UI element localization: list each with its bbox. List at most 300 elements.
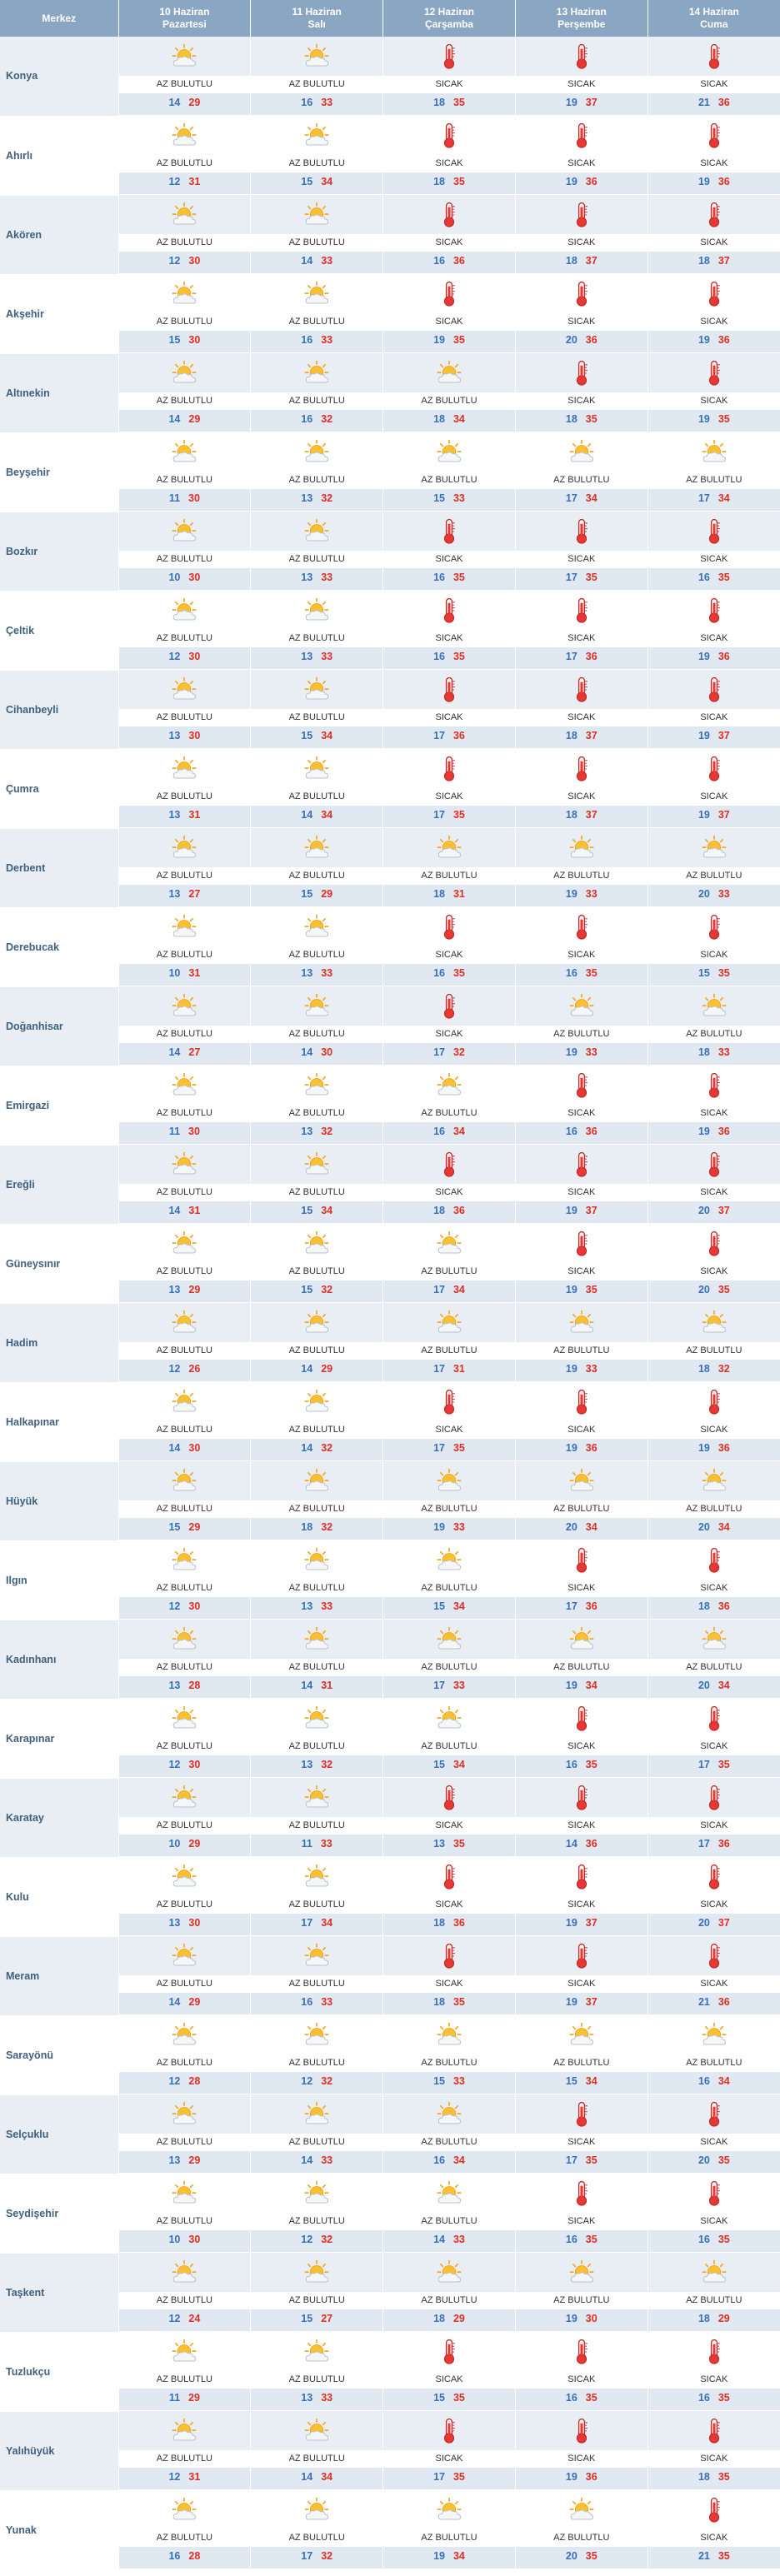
max-temperature: 37 (718, 809, 730, 821)
partly-cloudy-icon (119, 1699, 251, 1738)
max-temperature: 29 (188, 2154, 201, 2166)
weather-description: AZ BULUTLU (383, 1500, 515, 1518)
max-temperature: 35 (718, 2234, 730, 2245)
header-date: 11 Haziran (292, 6, 342, 17)
table-row (0, 2490, 780, 2569)
max-temperature: 35 (718, 967, 730, 979)
weather-description: AZ BULUTLU (251, 313, 382, 331)
thermometer-hot-icon (648, 512, 780, 551)
max-temperature: 36 (585, 1442, 598, 1454)
thermometer-hot-icon (383, 1857, 515, 1896)
thermometer-hot-icon (516, 749, 648, 788)
forecast-cell (251, 986, 383, 1066)
temperature-range (251, 2072, 382, 2094)
temperature-range (383, 1755, 515, 1778)
forecast-cell (515, 1540, 648, 1620)
forecast-cell (383, 2094, 516, 2174)
weather-description: AZ BULUTLU (648, 1500, 780, 1518)
thermometer-hot-icon (648, 353, 780, 392)
temperature-range (383, 1518, 515, 1540)
weather-description: AZ BULUTLU (383, 1263, 515, 1281)
partly-cloudy-icon (516, 1461, 648, 1500)
forecast-cell (515, 1857, 648, 1936)
forecast-cell (383, 1936, 516, 2015)
min-temperature: 16 (433, 967, 445, 979)
min-temperature: 14 (301, 809, 313, 821)
partly-cloudy-icon (383, 2094, 515, 2134)
forecast-cell (515, 1936, 648, 2015)
min-temperature: 19 (433, 2550, 445, 2562)
weather-description: AZ BULUTLU (119, 1421, 251, 1439)
min-temperature: 14 (301, 1680, 313, 1691)
min-temperature: 14 (168, 1205, 181, 1216)
weather-description: AZ BULUTLU (251, 155, 382, 172)
temperature-range (648, 885, 780, 907)
forecast-cell (648, 1066, 780, 1145)
temperature-range (119, 1518, 251, 1540)
max-temperature: 31 (321, 1680, 333, 1691)
thermometer-hot-icon (648, 274, 780, 313)
weather-description: AZ BULUTLU (251, 234, 382, 252)
weather-description: AZ BULUTLU (251, 2371, 382, 2389)
forecast-cell (648, 353, 780, 432)
weather-description: SICAK (516, 1580, 648, 1597)
max-temperature: 33 (321, 255, 333, 267)
temperature-range (251, 2230, 382, 2253)
city-name: Emirgazi (0, 1066, 118, 1145)
partly-cloudy-icon (251, 1936, 382, 1975)
forecast-cell (383, 1145, 516, 1224)
weather-description: SICAK (516, 234, 648, 252)
temperature-range (251, 1043, 382, 1066)
min-temperature: 15 (301, 1284, 313, 1295)
min-temperature: 12 (168, 1363, 181, 1375)
weather-description: AZ BULUTLU (251, 788, 382, 806)
temperature-range (648, 1914, 780, 1936)
temperature-range (516, 93, 648, 116)
temperature-range (251, 1835, 382, 1857)
forecast-cell (118, 1857, 251, 1936)
min-temperature: 12 (301, 2075, 313, 2087)
city-name: Meram (0, 1936, 118, 2015)
max-temperature: 35 (452, 572, 465, 583)
thermometer-hot-icon (516, 2332, 648, 2371)
weather-description: SICAK (516, 2450, 648, 2468)
temperature-range (383, 2309, 515, 2332)
forecast-cell (515, 2094, 648, 2174)
thermometer-hot-icon (383, 1382, 515, 1421)
table-row (0, 274, 780, 353)
temperature-range (648, 172, 780, 195)
city-name: Bozkır (0, 512, 118, 591)
forecast-cell (251, 512, 383, 591)
partly-cloudy-icon (251, 2253, 382, 2292)
min-temperature: 15 (301, 730, 313, 741)
partly-cloudy-icon (251, 1224, 382, 1263)
max-temperature: 35 (585, 2550, 598, 2562)
weather-description: SICAK (383, 1026, 515, 1043)
max-temperature: 33 (452, 1521, 465, 1533)
temperature-range (119, 1914, 251, 1936)
max-temperature: 33 (718, 888, 730, 900)
weather-description: AZ BULUTLU (251, 709, 382, 726)
forecast-cell (515, 512, 648, 591)
min-temperature: 12 (168, 1759, 181, 1770)
city-name: Kulu (0, 1857, 118, 1936)
forecast-cell (118, 1620, 251, 1699)
partly-cloudy-icon (648, 986, 780, 1026)
partly-cloudy-icon (119, 1145, 251, 1184)
table-row (0, 2015, 780, 2094)
weather-description: AZ BULUTLU (119, 1105, 251, 1122)
min-temperature: 16 (433, 1126, 445, 1137)
weather-description: AZ BULUTLU (251, 1500, 382, 1518)
partly-cloudy-icon (383, 1066, 515, 1105)
partly-cloudy-icon (383, 1620, 515, 1659)
temperature-range (648, 1439, 780, 1461)
header-row (0, 0, 780, 37)
weather-description: AZ BULUTLU (119, 1738, 251, 1755)
forecast-cell (251, 749, 383, 828)
thermometer-hot-icon (383, 907, 515, 946)
forecast-cell (118, 1461, 251, 1540)
weather-description: AZ BULUTLU (516, 2292, 648, 2309)
weather-description: SICAK (516, 630, 648, 647)
temperature-range (251, 331, 382, 353)
city-name: Ereğli (0, 1145, 118, 1224)
forecast-cell (383, 1461, 516, 1540)
temperature-range (516, 1122, 648, 1145)
partly-cloudy-icon (119, 1382, 251, 1421)
forecast-cell (383, 195, 516, 274)
temperature-range (648, 1676, 780, 1699)
temperature-range (383, 2389, 515, 2411)
thermometer-hot-icon (648, 907, 780, 946)
min-temperature: 14 (168, 1442, 181, 1454)
max-temperature: 35 (452, 176, 465, 187)
min-temperature: 21 (698, 2550, 710, 2562)
forecast-cell (251, 2332, 383, 2411)
min-temperature: 13 (433, 1838, 445, 1850)
temperature-range (516, 1835, 648, 1857)
weather-description: SICAK (516, 1738, 648, 1755)
weather-description: AZ BULUTLU (516, 1026, 648, 1043)
thermometer-hot-icon (648, 670, 780, 709)
forecast-cell (251, 1620, 383, 1699)
city-name: Kadınhanı (0, 1620, 118, 1699)
temperature-range (648, 726, 780, 749)
temperature-range (119, 647, 251, 670)
min-temperature: 14 (565, 1838, 578, 1850)
city-name: Halkapınar (0, 1382, 118, 1461)
temperature-range (383, 726, 515, 749)
min-temperature: 19 (565, 1284, 578, 1295)
thermometer-hot-icon (516, 1382, 648, 1421)
min-temperature: 18 (433, 888, 445, 900)
city-name: Ahırlı (0, 116, 118, 195)
forecast-cell (515, 2411, 648, 2490)
forecast-cell (648, 591, 780, 670)
max-temperature: 35 (718, 1759, 730, 1770)
partly-cloudy-icon (119, 1066, 251, 1105)
temperature-range (119, 1755, 251, 1778)
temperature-range (119, 410, 251, 432)
max-temperature: 27 (188, 1046, 201, 1058)
max-temperature: 35 (452, 97, 465, 108)
min-temperature: 18 (698, 1363, 710, 1375)
max-temperature: 35 (718, 1284, 730, 1295)
forecast-cell (251, 591, 383, 670)
temperature-range (251, 2389, 382, 2411)
max-temperature: 31 (188, 1205, 201, 1216)
thermometer-hot-icon (516, 274, 648, 313)
partly-cloudy-icon (119, 2253, 251, 2292)
temperature-range (251, 726, 382, 749)
max-temperature: 35 (452, 1996, 465, 2008)
max-temperature: 36 (452, 1917, 465, 1929)
forecast-cell (515, 1461, 648, 1540)
max-temperature: 35 (585, 2234, 598, 2245)
max-temperature: 32 (321, 1442, 333, 1454)
forecast-cell (648, 1857, 780, 1936)
partly-cloudy-icon (119, 1540, 251, 1580)
thermometer-hot-icon (516, 1936, 648, 1975)
weather-description: SICAK (516, 788, 648, 806)
forecast-cell (383, 37, 516, 116)
min-temperature: 19 (433, 334, 445, 346)
weather-description: SICAK (648, 313, 780, 331)
max-temperature: 32 (321, 2234, 333, 2245)
weather-description: SICAK (516, 946, 648, 964)
min-temperature: 19 (698, 1442, 710, 1454)
partly-cloudy-icon (251, 2015, 382, 2054)
max-temperature: 30 (188, 1600, 201, 1612)
temperature-range (516, 726, 648, 749)
max-temperature: 37 (585, 730, 598, 741)
thermometer-hot-icon (648, 37, 780, 76)
max-temperature: 31 (188, 809, 201, 821)
max-temperature: 35 (718, 2154, 730, 2166)
max-temperature: 34 (452, 2154, 465, 2166)
weather-description: AZ BULUTLU (119, 1896, 251, 1914)
thermometer-hot-icon (516, 1699, 648, 1738)
temperature-range (251, 1281, 382, 1303)
temperature-range (516, 885, 648, 907)
weather-description: AZ BULUTLU (119, 313, 251, 331)
min-temperature: 16 (301, 334, 313, 346)
partly-cloudy-icon (648, 1461, 780, 1500)
temperature-range (516, 1439, 648, 1461)
min-temperature: 15 (433, 2075, 445, 2087)
city-name: Derebucak (0, 907, 118, 986)
forecast-cell (251, 1857, 383, 1936)
max-temperature: 34 (321, 809, 333, 821)
weather-description: AZ BULUTLU (383, 2529, 515, 2547)
temperature-range (648, 1755, 780, 1778)
min-temperature: 13 (301, 651, 313, 662)
weather-description: AZ BULUTLU (119, 1975, 251, 1993)
temperature-range (119, 2547, 251, 2569)
thermometer-hot-icon (516, 116, 648, 155)
forecast-cell (383, 353, 516, 432)
city-name: Cihanbeyli (0, 670, 118, 749)
forecast-cell (383, 2015, 516, 2094)
min-temperature: 19 (565, 1442, 578, 1454)
forecast-cell (251, 1778, 383, 1857)
min-temperature: 16 (565, 2234, 578, 2245)
table-row (0, 37, 780, 116)
forecast-cell (251, 2174, 383, 2253)
max-temperature: 35 (585, 1759, 598, 1770)
partly-cloudy-icon (119, 512, 251, 551)
partly-cloudy-icon (119, 2332, 251, 2371)
partly-cloudy-icon (251, 2332, 382, 2371)
min-temperature: 17 (698, 492, 710, 504)
min-temperature: 17 (433, 730, 445, 741)
min-temperature: 19 (698, 809, 710, 821)
forecast-cell (383, 828, 516, 907)
max-temperature: 35 (452, 334, 465, 346)
forecast-cell (383, 670, 516, 749)
header-day-3 (383, 0, 516, 37)
forecast-cell (648, 2490, 780, 2569)
temperature-range (648, 1122, 780, 1145)
thermometer-hot-icon (516, 907, 648, 946)
min-temperature: 18 (433, 413, 445, 425)
table-row (0, 986, 780, 1066)
weather-description: SICAK (383, 234, 515, 252)
forecast-cell (383, 2490, 516, 2569)
min-temperature: 20 (565, 334, 578, 346)
max-temperature: 35 (452, 1442, 465, 1454)
min-temperature: 15 (168, 1521, 181, 1533)
max-temperature: 34 (452, 413, 465, 425)
min-temperature: 19 (565, 1680, 578, 1691)
thermometer-hot-icon (383, 591, 515, 630)
table-row (0, 512, 780, 591)
thermometer-hot-icon (516, 2411, 648, 2450)
min-temperature: 13 (301, 2392, 313, 2404)
weather-description: AZ BULUTLU (251, 2213, 382, 2230)
temperature-range (119, 2468, 251, 2490)
max-temperature: 29 (188, 1996, 201, 2008)
thermometer-hot-icon (383, 1936, 515, 1975)
max-temperature: 36 (585, 1838, 598, 1850)
max-temperature: 33 (321, 334, 333, 346)
partly-cloudy-icon (119, 195, 251, 234)
partly-cloudy-icon (383, 353, 515, 392)
max-temperature: 35 (585, 1284, 598, 1295)
forecast-cell (383, 986, 516, 1066)
thermometer-hot-icon (516, 1540, 648, 1580)
weather-description: SICAK (648, 155, 780, 172)
min-temperature: 15 (168, 334, 181, 346)
temperature-range (648, 964, 780, 986)
forecast-cell (383, 749, 516, 828)
forecast-cell (515, 1303, 648, 1382)
forecast-cell (118, 1066, 251, 1145)
temperature-range (119, 1360, 251, 1382)
forecast-cell (383, 1857, 516, 1936)
partly-cloudy-icon (516, 1620, 648, 1659)
weather-description: SICAK (516, 76, 648, 93)
temperature-range (383, 410, 515, 432)
thermometer-hot-icon (648, 1066, 780, 1105)
partly-cloudy-icon (516, 986, 648, 1026)
partly-cloudy-icon (119, 2174, 251, 2213)
weather-description: AZ BULUTLU (251, 76, 382, 93)
forecast-cell (251, 432, 383, 512)
weather-description: SICAK (648, 630, 780, 647)
partly-cloudy-icon (119, 37, 251, 76)
min-temperature: 15 (433, 2392, 445, 2404)
thermometer-hot-icon (516, 1224, 648, 1263)
forecast-cell (118, 986, 251, 1066)
weather-description: AZ BULUTLU (119, 155, 251, 172)
thermometer-hot-icon (516, 37, 648, 76)
partly-cloudy-icon (251, 1778, 382, 1817)
max-temperature: 29 (321, 888, 333, 900)
min-temperature: 18 (433, 2313, 445, 2324)
forecast-cell (118, 1224, 251, 1303)
temperature-range (119, 1993, 251, 2015)
forecast-cell (648, 1382, 780, 1461)
table-row (0, 749, 780, 828)
max-temperature: 35 (452, 967, 465, 979)
city-name: Hadim (0, 1303, 118, 1382)
weather-description: AZ BULUTLU (648, 2054, 780, 2072)
forecast-cell (648, 512, 780, 591)
thermometer-hot-icon (383, 2332, 515, 2371)
min-temperature: 10 (168, 2234, 181, 2245)
temperature-range (383, 568, 515, 591)
min-temperature: 18 (433, 1996, 445, 2008)
thermometer-hot-icon (516, 591, 648, 630)
weather-description: SICAK (516, 1896, 648, 1914)
max-temperature: 34 (718, 2075, 730, 2087)
min-temperature: 19 (698, 176, 710, 187)
weather-description: AZ BULUTLU (119, 788, 251, 806)
max-temperature: 32 (321, 2550, 333, 2562)
table-row (0, 1540, 780, 1620)
forecast-cell (383, 1540, 516, 1620)
max-temperature: 34 (321, 730, 333, 741)
min-temperature: 11 (168, 2392, 181, 2404)
forecast-cell (118, 2332, 251, 2411)
weather-description: AZ BULUTLU (119, 551, 251, 568)
weather-description: SICAK (648, 2134, 780, 2151)
weather-description: SICAK (516, 1817, 648, 1835)
weather-description: SICAK (383, 551, 515, 568)
temperature-range (119, 489, 251, 512)
weather-description: AZ BULUTLU (648, 472, 780, 489)
temperature-range (251, 885, 382, 907)
temperature-range (516, 647, 648, 670)
min-temperature: 10 (168, 572, 181, 583)
table-row (0, 2174, 780, 2253)
max-temperature: 30 (188, 572, 201, 583)
min-temperature: 18 (698, 2471, 710, 2483)
forecast-cell (118, 2174, 251, 2253)
min-temperature: 17 (565, 651, 578, 662)
max-temperature: 37 (585, 1917, 598, 1929)
weather-description: SICAK (648, 1580, 780, 1597)
max-temperature: 29 (188, 2392, 200, 2404)
temperature-range (516, 568, 648, 591)
min-temperature: 16 (565, 1126, 578, 1137)
weather-description: AZ BULUTLU (251, 1184, 382, 1201)
weather-description: SICAK (648, 1421, 780, 1439)
